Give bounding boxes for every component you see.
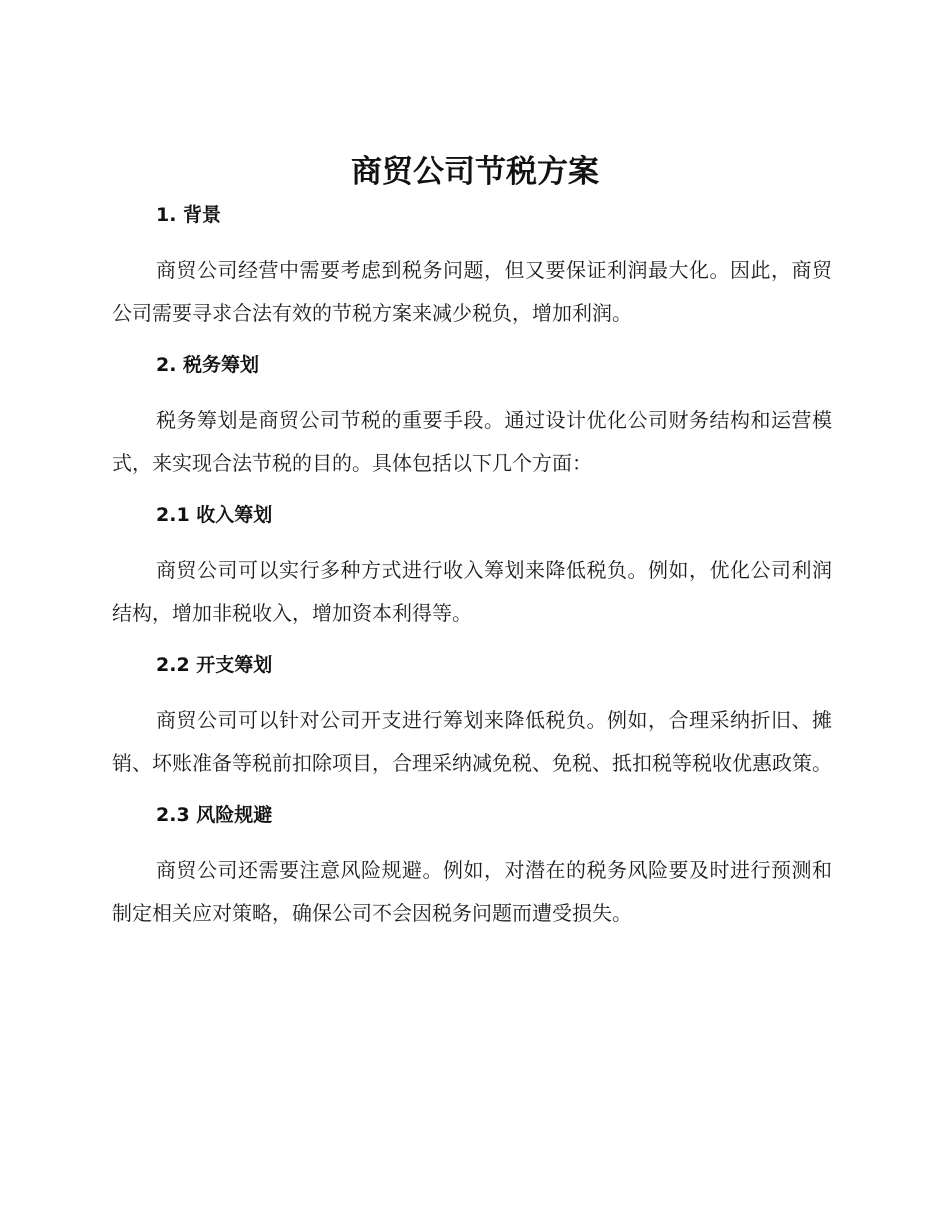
section-body-tax-planning: 税务筹划是商贸公司节税的重要手段。通过设计优化公司财务结构和运营模式，来实现合法节税的目的。具体包括以下几个方面：: [112, 408, 832, 475]
document-body: [112, 200, 832, 935]
document-title: 商贸公司节税方案: [351, 154, 599, 190]
section-heading-tax-planning: 2. 税务筹划: [156, 354, 260, 376]
section-body-income-planning: 商贸公司可以实行多种方式进行收入筹划来降低税负。例如，优化公司利润结构，增加非税收入，增加资本利得等。: [112, 558, 832, 625]
section-body-background: 商贸公司经营中需要考虑到税务问题，但又要保证利润最大化。因此，商贸公司需要寻求合法有效的节税方案来减少税负，增加利润。: [112, 258, 832, 325]
section-body-risk-avoidance: 商贸公司还需要注意风险规避。例如，对潜在的税务风险要及时进行预测和制定相关应对策略，确保公司不会因税务问题而遭受损失。: [112, 858, 832, 925]
section-heading-background: 1. 背景: [156, 204, 222, 226]
section-heading-risk-avoidance: 2.3 风险规避: [156, 804, 273, 826]
section-heading-income-planning: 2.1 收入筹划: [156, 504, 273, 526]
section-body-expense-planning: 商贸公司可以针对公司开支进行筹划来降低税负。例如，合理采纳折旧、摊销、坏账准备等税前扣除项目，合理采纳减免税、免税、抵扣税等税收优惠政策。: [112, 708, 832, 775]
section-heading-expense-planning: 2.2 开支筹划: [156, 654, 273, 676]
